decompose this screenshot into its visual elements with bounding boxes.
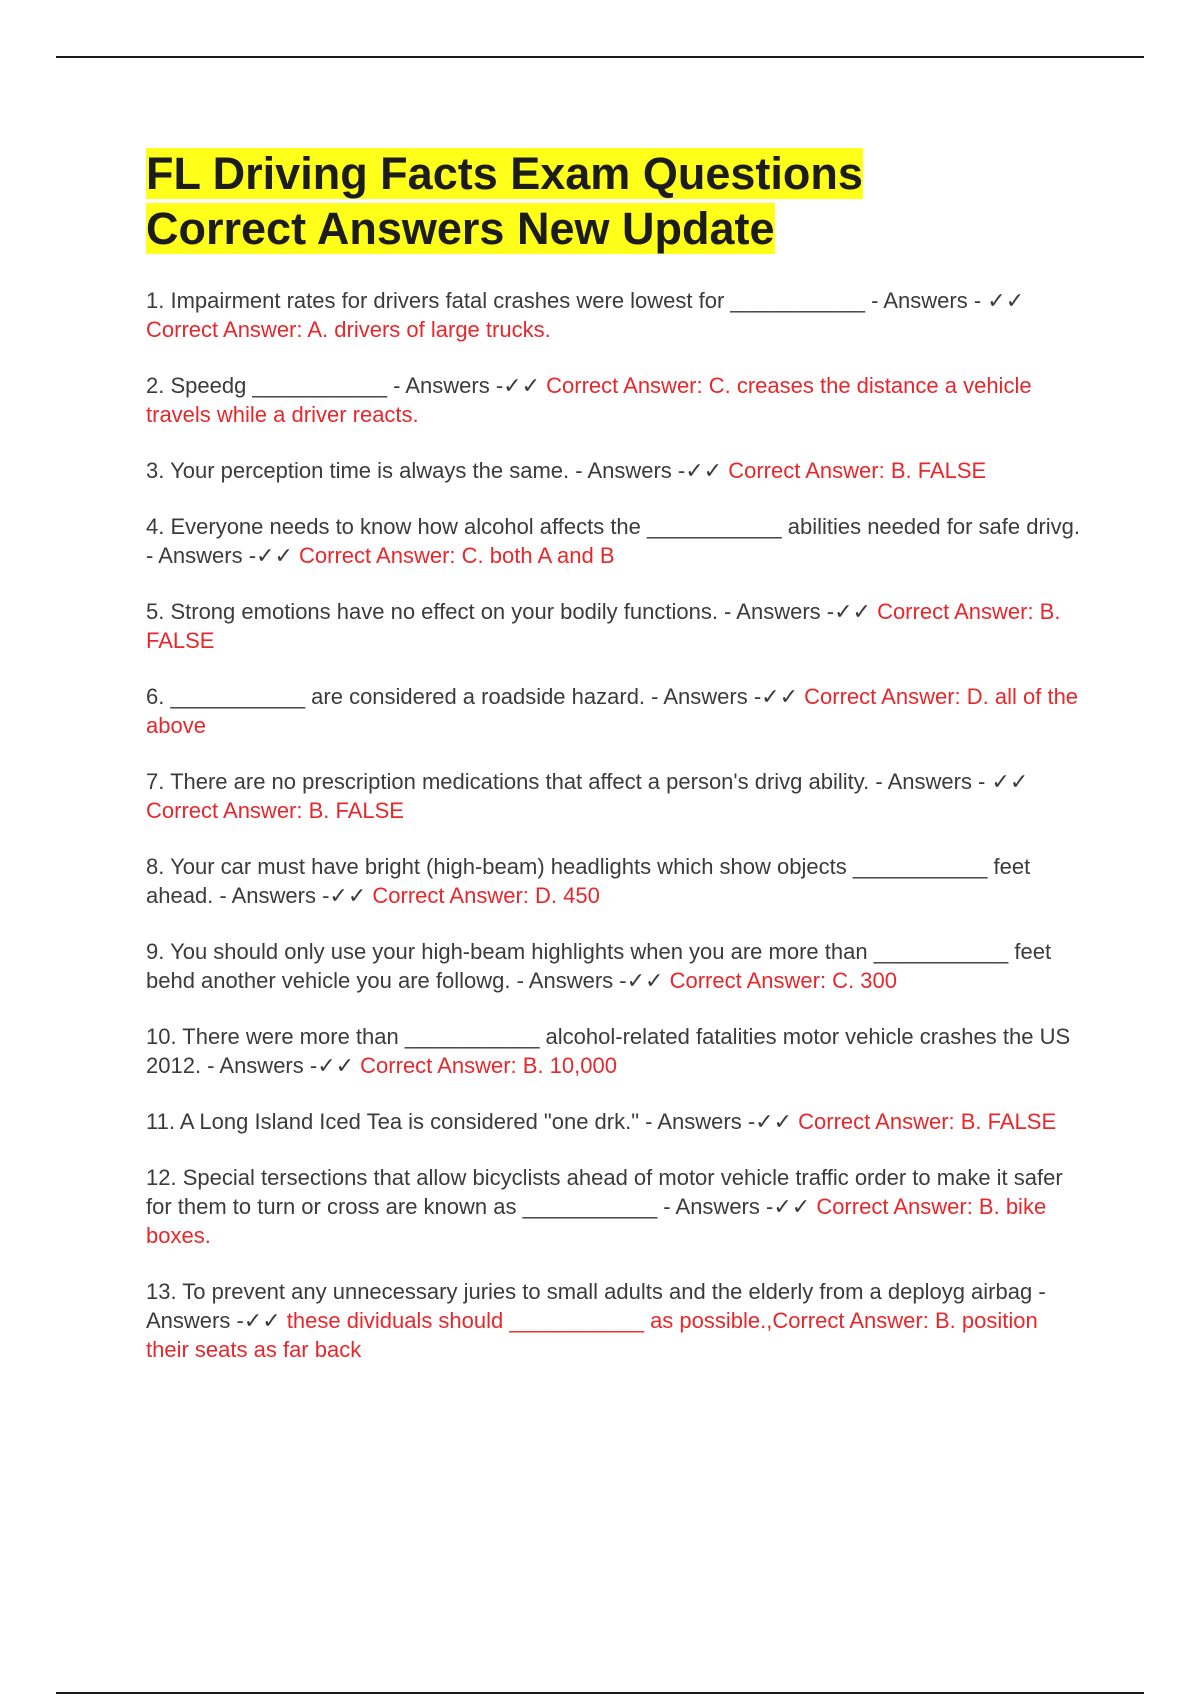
question-prompt: 1. Impairment rates for drivers fatal crashes were lowest for ___________ - Answers - ✓✓ [146, 288, 1025, 313]
question-item [146, 286, 1086, 344]
correct-answer: Correct Answer: D. all of the above [146, 684, 1079, 738]
question-prompt: 7. There are no prescription medications that affect a person's drivg ability. - Answers - ✓✓ [146, 769, 1029, 794]
correct-answer: Correct Answer: B. FALSE [146, 798, 404, 823]
correct-answer: Correct Answer: B. FALSE [798, 1109, 1057, 1134]
question-item [146, 1022, 1086, 1080]
question-item [146, 682, 1086, 740]
question-list [146, 286, 1086, 1364]
correct-answer: Correct Answer: B. FALSE [146, 599, 1061, 653]
question-prompt: 2. Speedg ___________ - Answers -✓✓ [146, 373, 547, 398]
title-line-1: FL Driving Facts Exam Questions [146, 148, 863, 199]
title-line-2: Correct Answers New Update [146, 203, 775, 254]
correct-answer: Correct Answer: B. bike boxes. [146, 1194, 1047, 1248]
page-top-rule [56, 56, 1144, 58]
question-prompt: 12. Special tersections that allow bicyclists ahead of motor vehicle traffic order to make it safer for them to turn or cross are known as ___________ - Answers -✓✓ [146, 1165, 1063, 1219]
correct-answer: Correct Answer: C. both A and B [299, 543, 615, 568]
question-prompt: 8. Your car must have bright (high-beam) headlights which show objects ___________ feet ahead. - Answers -✓✓ [146, 854, 1031, 908]
question-item [146, 597, 1086, 655]
document-title [146, 146, 1086, 256]
question-item [146, 852, 1086, 910]
question-prompt: 11. A Long Island Iced Tea is considered "one drk." - Answers -✓✓ [146, 1109, 799, 1134]
question-item [146, 1277, 1086, 1364]
question-item [146, 767, 1086, 825]
correct-answer: Correct Answer: B. FALSE [728, 458, 987, 483]
correct-answer: Correct Answer: C. 300 [669, 968, 898, 993]
question-item [146, 1163, 1086, 1250]
question-item [146, 512, 1086, 570]
question-item [146, 371, 1086, 429]
question-item [146, 937, 1086, 995]
correct-answer: these dividuals should ___________ as possible.,Correct Answer: B. position their seats as far back [146, 1308, 1038, 1362]
correct-answer: Correct Answer: C. creases the distance a vehicle travels while a driver reacts. [146, 373, 1032, 427]
question-prompt: 10. There were more than ___________ alcohol-related fatalities motor vehicle crashes the US 2012. - Answers -✓✓ [146, 1024, 1071, 1078]
page-bottom-rule [56, 1692, 1144, 1694]
question-item [146, 456, 1086, 485]
correct-answer: Correct Answer: A. drivers of large trucks. [146, 317, 551, 342]
question-prompt: 13. To prevent any unnecessary juries to small adults and the elderly from a deployg airbag - Answers -✓✓ [146, 1279, 1046, 1333]
correct-answer: Correct Answer: D. 450 [372, 883, 600, 908]
correct-answer: Correct Answer: B. 10,000 [360, 1053, 617, 1078]
question-prompt: 4. Everyone needs to know how alcohol affects the ___________ abilities needed for safe drivg. - Answers -✓✓ [146, 514, 1081, 568]
question-prompt: 9. You should only use your high-beam highlights when you are more than ___________ feet behd another vehicle you are followg. - Answers -✓✓ [146, 939, 1052, 993]
document-body [146, 146, 1086, 1391]
question-prompt: 3. Your perception time is always the same. - Answers -✓✓ [146, 458, 729, 483]
question-item [146, 1107, 1086, 1136]
question-prompt: 6. ___________ are considered a roadside hazard. - Answers -✓✓ [146, 684, 805, 709]
question-prompt: 5. Strong emotions have no effect on your bodily functions. - Answers -✓✓ [146, 599, 878, 624]
